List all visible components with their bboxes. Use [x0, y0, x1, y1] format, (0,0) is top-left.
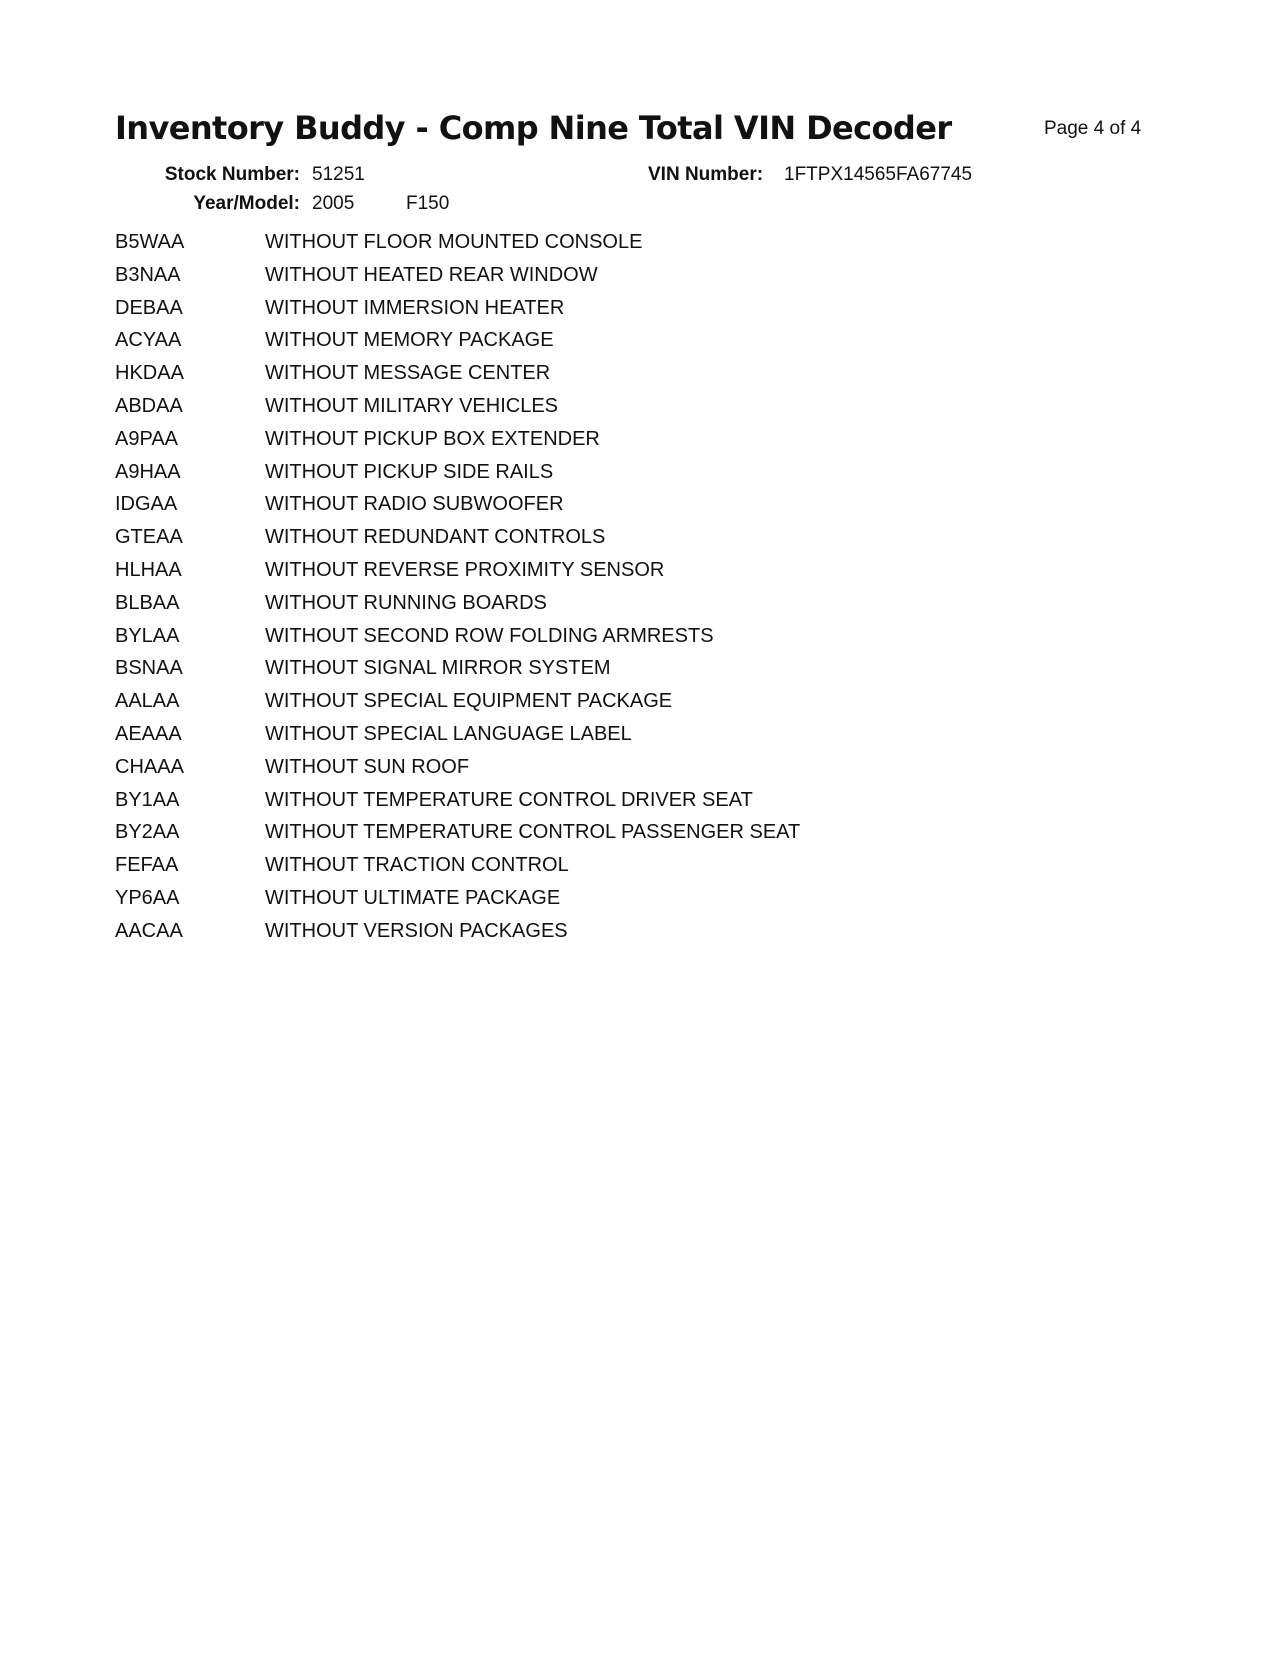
option-description: WITHOUT SPECIAL LANGUAGE LABEL: [265, 722, 632, 745]
option-code: A9PAA: [115, 427, 178, 450]
option-description: WITHOUT TEMPERATURE CONTROL DRIVER SEAT: [265, 788, 753, 811]
option-row: [115, 592, 800, 625]
option-description: WITHOUT MEMORY PACKAGE: [265, 329, 554, 352]
option-code: HLHAA: [115, 558, 182, 581]
option-description: WITHOUT RUNNING BOARDS: [265, 591, 547, 614]
option-row: [115, 362, 800, 395]
page-title: Inventory Buddy - Comp Nine Total VIN Decoder: [115, 109, 952, 147]
option-description: WITHOUT REDUNDANT CONTROLS: [265, 526, 606, 549]
option-row: [115, 264, 800, 297]
option-description: WITHOUT TEMPERATURE CONTROL PASSENGER SEAT: [265, 821, 801, 844]
option-description: WITHOUT PICKUP SIDE RAILS: [265, 460, 554, 483]
option-description: WITHOUT ULTIMATE PACKAGE: [265, 886, 561, 909]
option-row: [115, 461, 800, 494]
option-code: HKDAA: [115, 362, 184, 385]
option-row: [115, 690, 800, 723]
option-description: WITHOUT FLOOR MOUNTED CONSOLE: [265, 231, 643, 253]
option-code: BLBAA: [115, 591, 180, 614]
option-row: [115, 526, 800, 559]
option-description: WITHOUT MESSAGE CENTER: [265, 362, 551, 385]
vin-number-label: VIN Number:: [648, 164, 764, 185]
option-code: B3NAA: [115, 263, 181, 286]
option-code: BYLAA: [115, 624, 180, 647]
option-row: [115, 920, 800, 953]
option-description: WITHOUT VERSION PACKAGES: [265, 919, 568, 942]
option-row: [115, 559, 800, 592]
option-row: [115, 297, 800, 330]
option-code: FEFAA: [115, 854, 179, 877]
option-code: BY2AA: [115, 821, 180, 844]
option-row: [115, 887, 800, 920]
option-description: WITHOUT SECOND ROW FOLDING ARMRESTS: [265, 624, 714, 647]
option-row: [115, 231, 800, 264]
option-code: BSNAA: [115, 657, 183, 680]
option-description: WITHOUT MILITARY VEHICLES: [265, 394, 559, 417]
option-row: [115, 428, 800, 461]
option-row: [115, 395, 800, 428]
option-description: WITHOUT SIGNAL MIRROR SYSTEM: [265, 657, 611, 680]
option-row: [115, 625, 800, 658]
option-row: [115, 723, 800, 756]
option-code: YP6AA: [115, 886, 180, 909]
option-row: [115, 756, 800, 789]
option-row: [115, 854, 800, 887]
option-row: [115, 657, 800, 690]
option-code: DEBAA: [115, 296, 183, 319]
option-row: [115, 329, 800, 362]
option-code: CHAAA: [115, 755, 184, 778]
year-value: 2005: [312, 193, 355, 214]
option-description: WITHOUT HEATED REAR WINDOW: [265, 263, 598, 286]
option-code: AACAA: [115, 919, 183, 942]
option-description: WITHOUT PICKUP BOX EXTENDER: [265, 427, 600, 450]
option-description: WITHOUT TRACTION CONTROL: [265, 854, 569, 877]
option-code: B5WAA: [115, 231, 185, 253]
option-code: AALAA: [115, 690, 180, 713]
stock-number-value: 51251: [312, 164, 365, 185]
option-code: ABDAA: [115, 394, 183, 417]
option-code: A9HAA: [115, 460, 181, 483]
option-row: [115, 821, 800, 854]
option-code: AEAAA: [115, 722, 182, 745]
option-description: WITHOUT SPECIAL EQUIPMENT PACKAGE: [265, 690, 673, 713]
model-value: F150: [406, 193, 450, 214]
vin-number-value: 1FTPX14565FA67745: [784, 164, 973, 185]
option-description: WITHOUT RADIO SUBWOOFER: [265, 493, 564, 516]
option-description: WITHOUT SUN ROOF: [265, 755, 470, 778]
option-code: GTEAA: [115, 526, 183, 549]
option-description: WITHOUT IMMERSION HEATER: [265, 296, 565, 319]
option-code: BY1AA: [115, 788, 180, 811]
option-row: [115, 493, 800, 526]
option-row: [115, 789, 800, 822]
option-code: ACYAA: [115, 329, 182, 352]
year-model-label: Year/Model:: [193, 193, 300, 214]
stock-number-label: Stock Number:: [164, 164, 300, 185]
option-description: WITHOUT REVERSE PROXIMITY SENSOR: [265, 558, 665, 581]
option-code-list: [115, 231, 800, 953]
option-code: IDGAA: [115, 493, 178, 516]
page-number: Page 4 of 4: [1044, 118, 1142, 139]
